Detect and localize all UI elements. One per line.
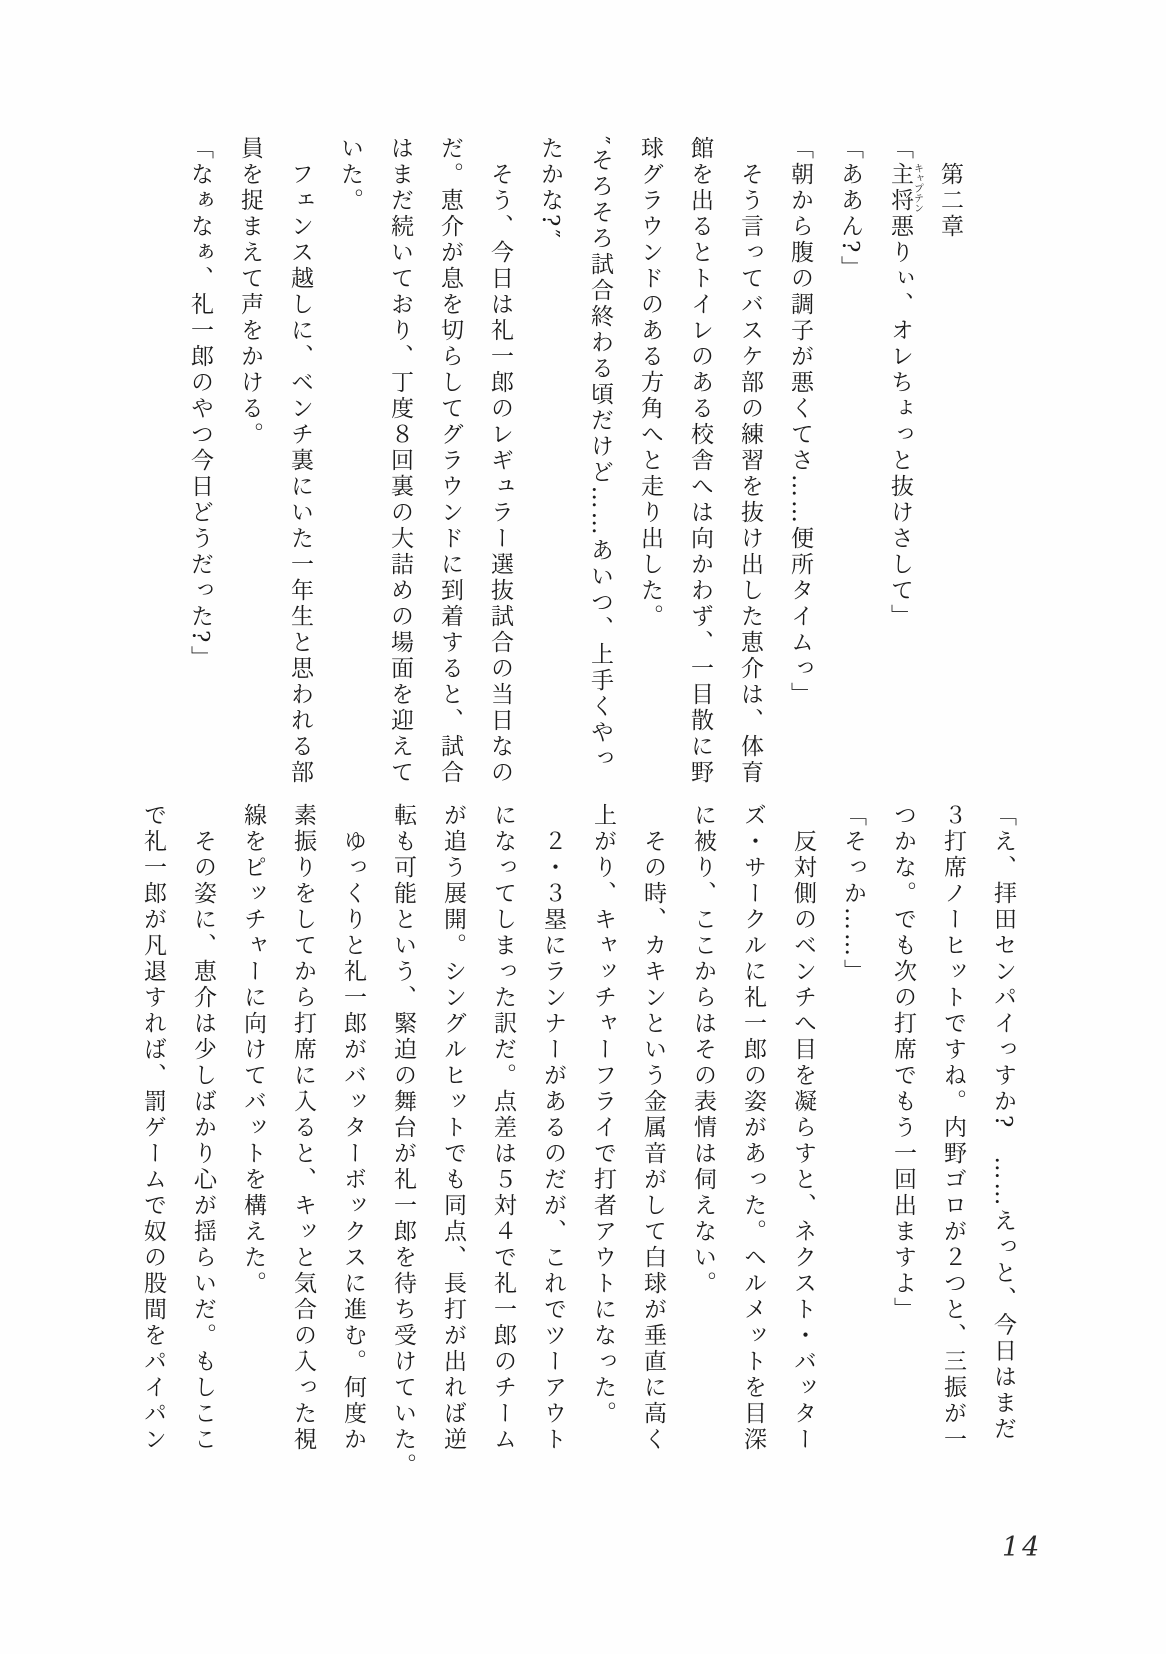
text-line: 「主将キャプテン悪りぃ、オレちょっと抜けさして」 (887, 136, 923, 630)
text-line: に被り、ここからはその表情は伺えない。 (690, 803, 716, 1297)
text-line: フェンス越しに、ベンチ裏にいた一年生と思われる部 (287, 136, 313, 786)
text-line: 転も可能という、緊迫の舞台が礼一郎を待ち受けていた。 (390, 803, 416, 1479)
text-line: 素振りをしてから打席に入ると、キッと気合の入った視 (290, 803, 316, 1453)
text-line: その時、カキンという金属音がして白球が垂直に高く (640, 803, 666, 1453)
top-text-block (155, 136, 975, 804)
text-line: 館を出るとトイレのある校舎へは向かわず、一目散に野 (687, 136, 713, 786)
page-number: 14 (1002, 1532, 1043, 1563)
text-line: ゆっくりと礼一郎がバッターボックスに進む。何度か (340, 803, 366, 1453)
text-line: 「そっか……」 (840, 803, 866, 985)
text-line: たかな?″ (537, 136, 563, 241)
chapter-heading: 第二章 (937, 136, 963, 240)
text-line: 「ああん?」 (837, 136, 863, 282)
text-line: が追う展開。シングルヒットでも同点、長打が出れば逆 (440, 803, 466, 1453)
text-line: その姿に、恵介は少しばかり心が揺らいだ。もしここ (190, 803, 216, 1453)
text-line: いた。 (337, 136, 363, 214)
text-line: だ。恵介が息を切らしてグラウンドに到着すると、試合 (437, 136, 463, 786)
text-line: そう言ってバスケ部の練習を抜け出した恵介は、体育 (737, 136, 763, 786)
ruby-annotation: 主将キャプテン (887, 162, 923, 214)
text-line: 球グラウンドのある方角へと走り出した。 (637, 136, 663, 630)
text-line: ２・３塁にランナーがあるのだが、これでツーアウト (540, 803, 566, 1453)
text-line: 員を捉まえて声をかける。 (237, 136, 263, 448)
text-line: ３打席ノーヒットですね。内野ゴロが２つと、三振が一 (940, 803, 966, 1453)
text-line: 「え、拝田センパイっすか? ……えっと、今日はまだ (990, 803, 1016, 1443)
text-line: 「なぁなぁ、礼一郎のやつ今日どうだった?」 (187, 136, 213, 672)
text-line: そう、今日は礼一郎のレギュラー選抜試合の当日なの (487, 136, 513, 786)
bottom-text-block (108, 803, 1028, 1509)
text-line: はまだ続いており、丁度８回裏の大詰めの場面を迎えて (387, 136, 413, 786)
text-line: 反対側のベンチへ目を凝らすと、ネクスト・バッター (790, 803, 816, 1453)
text-line: になってしまった訳だ。点差は５対４で礼一郎のチーム (490, 803, 516, 1453)
text-line: 上がり、キャッチャーフライで打者アウトになった。 (590, 803, 616, 1427)
text-line: つかな。でも次の打席でもう一回出ますよ」 (890, 803, 916, 1323)
text-line: ズ・サークルに礼一郎の姿があった。ヘルメットを目深 (740, 803, 766, 1453)
text-line: で礼一郎が凡退すれば、罰ゲームで奴の股間をパイパン (140, 803, 166, 1453)
text-line: ″そろそろ試合終わる頃だけど……あいつ、上手くやっ (587, 136, 613, 772)
text-line: 「朝から腹の調子が悪くてさ……便所タイムっ」 (787, 136, 813, 708)
text-line: 線をピッチャーに向けてバットを構えた。 (240, 803, 266, 1297)
